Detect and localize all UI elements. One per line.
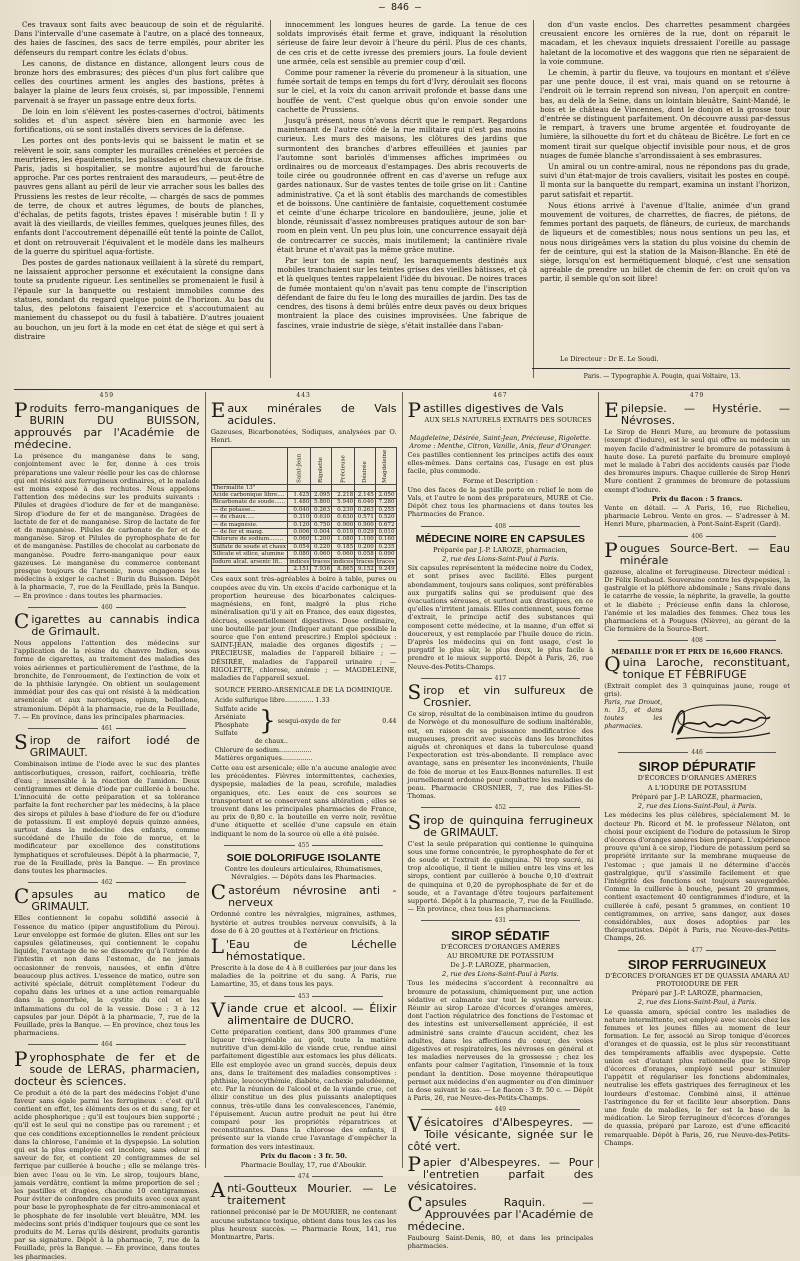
ad-address: Vente en détail. — A Paris, 16, rue Richelieu, pharmacie Lebrou. Vente en gros. — S'adresser à M. Henri Mure, pharmacien, à Pont-Saint-Esprit (Gard). [604,504,790,529]
ad-preparer: Préparé par J.-P. LAROZE, pharmacien, [631,792,763,801]
ad-title: SOIE DOLORIFUGE ISOLANTE [226,851,381,864]
value-cell: 1.100 [355,536,376,543]
value-cell [332,484,355,491]
column-divider [270,20,271,378]
ad-title: Produits ferro-manganiques de BURIN DU BUISSON, approuvés par l'Académie de médecine. [14,398,200,452]
value-cell: indices [333,558,354,565]
ad-body: C'est la seule préparation qui contienne le quinquina sous une forme concentrée, le pyrophosphate de fer et de soude et l'extrait de quinquina. Ni trop sucré, ni trop alcoolique, il tient le milieu entre les vins et les sirops, contient par cuillerée à bouche 0,10 d'extrait de quinquina et 0,20 de pyrophosphate de fer et de soude, et a l'avantage d'être toujours parfaitement supporté. Dépôt à la pharmacie, 7, rue de la Feuillade. — En province, chez tous les pharmaciens. [407,839,594,914]
row-label-cell: — de chaux..... [211,514,288,521]
drop-cap: E [604,398,619,423]
advertisement-columns [14,392,790,1261]
ad-separator: 477 [604,947,790,955]
value-cell: 0.220 [311,543,332,550]
paragraph: Par leur ton de sapin neuf, les baraquements destinés aux mobiles tranchaient sur les teintes grises des vieilles bâtisses, et çà et là quelques tentes rappelaient l'idée du bivouac. De noires traces de fumée montaient qu'on n'avait pas tenu compte de l'inscription défendant de faire du feu le long des murailles de jardin. Des tas de cendres, des tisons à demi brûlés entre deux pavés ou deux briques montraient la place des cuisines improvisées. Une fabrique de fascines, vraie industrie de siège, s'était installée dans l'aban- [277,256,527,330]
value-cell: 0.060 [288,536,311,543]
ad-separator: 417 [408,675,594,683]
value-cell: 9.249 [375,566,396,573]
value-cell: 0.900 [355,521,376,528]
ad-body: Contre les douleurs articulaires, Rhumatismes, Névralgies. — Dépôts dans les Pharmacies. [224,864,383,882]
ad-subtitle: D'ÉCORCES D'ORANGES AMÈRES [637,774,757,783]
value-cell: 7.280 [375,499,396,506]
value-cell: 2.095 [311,492,332,499]
table-row [211,536,396,543]
value-cell: 0.006 [288,529,311,536]
ad-subtitle: A L'IODURE DE POTASSIUM [647,783,747,792]
table-row [211,551,396,558]
column-divider [402,392,403,1168]
ad-capsules-raquin [407,1191,594,1250]
value-cell: 0.120 [288,521,311,528]
row-label-cell: Sulfate de soude et chaux [212,543,287,550]
ad-sirop-sedatif [408,928,594,1103]
value-cell [375,484,396,491]
ad-title: Sirop de quinquina ferrugineux de GRIMAULT. [407,809,594,839]
value-cell: 0.900 [332,521,355,528]
ad-subtitle: D'ÉCORCES D'ORANGES ET DE QUASSIA AMARA AU PROTOIODURE DE FER [604,971,790,988]
ad-viande-crue [210,997,397,1170]
printer-line: Paris. — Typographie A. Pougin, quai Voltaire, 13. [583,373,741,380]
formula-line: Phosphate [214,720,249,729]
ad-body: gazeuse, alcaline et ferrugineuse. Directeur médical : Dr Félix Roubaud. Souveraine contre les dyspepsies, la gastralgie et la pléthore abdominale ; Sans rivale dans le catarrhe de vessie, la néphrite, la gravelle, la goutte et le diabète ; Précieuse enfin dans la chlorose, l'anémie et les maladies des femmes. Chez tous les pharmaciens et à Pougues (Nièvre), au gérant de la Cie fermière de la Source-Bert. [604,567,790,634]
table-body [211,484,396,573]
ad-body: Ces pastilles contiennent les principes actifs des eaux elles-mêmes. Dans certains cas, l'usage en est plus facile, plus commode. [407,451,594,476]
drop-cap: E [210,398,226,423]
row-label-cell: — de potasse... [211,506,288,513]
row-label-cell: Bicarbonate de soude...... [211,499,288,506]
drop-cap: P [407,1151,421,1176]
ad-body: rationnel préconisé par le Dr MOURIER, ne contenant aucune substance toxique, obtient dans tous les cas les plus heureux succès. — Pharmacie Roux, 141, rue Montmartre, Paris. [210,1208,397,1242]
ad-title: SIROP FERRUGINEUX [627,956,767,972]
drop-cap: Q [604,651,621,676]
row-label-cell: Acide carbonique libre.... [211,492,288,499]
formula-line: Sulfate acide [214,704,258,713]
value-cell: 0.630 [332,514,355,521]
value-cell: 0.672 [375,521,396,528]
ad-title: Viande crue et alcool. — Élixir alimentaire de DUCRO. [210,997,397,1027]
formula-brace-label: sesqui-oxyde de fer [277,716,341,725]
paragraph: Jusqu'à présent, nous n'avons décrit que le rempart. Regardons maintenant de l'autre côté de la rue militaire qui n'est pas moins curieux. Les murs des maisons, les clôtures des jardins que surmontent des branches d'arbres effeuillées et jaunies par l'automne sont bariolés d'immenses affiches imprimées ou ordinaires ou de morceaux d'estampages. Des abris recouverts de toile cirée ou goudronnée offrent en cas d'averse un refuge aux gardes nationaux. Sur de vastes tentes de toile grise on lit : Cantine administrative. Ça et là sont établis des marchands de comestibles et de boissons. Une cantinière de fantaisie, coquettement costumée et ceinte d'une écharpe tricolore en bandoulière, jeune, jolie et blonde, réunissait d'assez nombreuses pratiques autour de son bar-room en plein vent. Un peu plus loin, une concurrence essayait déjà de contrecarrer ce succès, mais inutilement; la cantinière rivale était brune et n'avait pas la même grâce mutine. [277,116,527,254]
ad-address: 2, rue des Lions-Saint-Paul, à Paris. [637,998,757,1007]
drop-cap: S [407,809,422,834]
value-cell: 0.080 [288,551,311,558]
ad-title: MÉDECINE NOIRE EN CAPSULES [415,532,585,545]
ad-body: Nous appelons l'attention des médecins sur l'application de la résine du chanvre Indien, sous forme de cigarettes, au traitement des maladies des voies aériennes et particulièrement de l'asthme, de la bronchite, de l'enrouement, de l'extinction de voix et de la phthisie laryngée. On obtient un soulagement immédiat pour des cas qui ont résisté à la médication arsenicale et aux narcotiques, opium, belladone, stramonium. Dépôt à la pharmacie, rue de la Feuillade, 7. — En province, dans les principales pharmacies. [14,639,200,721]
ad-title: Capsules Raquin. — Approuvées par l'Académie de médecine. [407,1191,594,1233]
paragraph: Comme pour ramener la rêverie du promeneur à la situation, une fumée sortait de temps en temps du fort d'Ivry, déroulait ses flocons sur le ciel, et la voix du canon arrivait profonde et basse dans une bouffée de vent. C'est quelque obus qu'on envoie sonder une cachette de Prussiens. [277,68,527,114]
ad-capsules-matico [14,884,200,1038]
value-cell: 0.054 [288,543,311,550]
drop-cap: C [14,884,30,909]
formula-compounds [215,705,257,738]
ad-separator: 462 [14,879,200,887]
value-cell: indices [289,558,310,565]
article-column-2 [277,20,527,378]
paragraph: Un amiral ou un contre-amiral, nous ne répondons pas du grade, suivi d'un état-major de trois cavaliers, visitait les postes en coupé. Il monta sur la banquette du rempart, examina un instant l'horizon, parut satisfait et repartit. [540,162,790,199]
ad-sirop-depuratif [604,759,790,942]
drop-cap: C [210,880,227,905]
ad-title: Vésicatoires d'Albespeyres. — Toile vésicante, signée sur le côté vert. [407,1111,594,1153]
ad-title: Papier d'Albespeyres. — Pour l'entretien parfait des vésicatoires. [407,1151,594,1193]
paragraph: Le chemin, à partir du fleuve, va toujours en montant et s'élève par une pente douce, il est vrai, mais quand on se retourne à l'endroit où le terrain reprend son niveau, l'on aperçoit en contre-bas, au delà de la Seine, dans un lointain bleuâtre, Saint-Mandé, le bois et le château de Vincennes, dont le donjon et la grosse tour d'entrée se distinguent parfaitement. On découvre aussi par-dessus le rempart, à travers une brume argentée et foudroyante de lumière, la silhouette du fort et du château de Bicêtre. Le fort en ce moment tirait sur quelque objectif invisible pour nous, et de gros nuages de fumée blanche s'arrondissaient à ses embrasures. [540,68,790,160]
value-cell: 0.040 [288,506,311,513]
drop-cap: V [210,997,226,1022]
ad-title: Quina Laroche, reconstituant, tonique ET FÉBRIFUGE [604,651,790,681]
drop-cap: V [407,1111,422,1136]
value-cell: traces [376,558,395,565]
ad-body: Ce produit a été de la part des médecins l'objet d'une faveur sans égale parmi les ferrugineux : c'est qu'il contient en effet, les éléments des os et du sang, fer et acide phosphorique ; qu'il est toujours bien supporté ; qu'il est le seul qui ne constipe pas ou rarement ; et que ces conditions exceptionnelles le rendent précieux dans la chlorose, l'anémie et la dyspepsie. La solution qui est la plus employée est incolore, sans odeur ni saveur de fer, et contient 20 centigrammes de sel ferrique par cuillerée à bouche ; elle se mélange très-bien avec l'eau ou le vin. Le sirop, toujours blanc, jamais verdâtre, contient la même proportion de sel ; les pastilles et dragées, chacune 10 centigrammes. Pour éviter de confondre ces produits avec ceux ayant pour base le pyrophosphate de fer citro-ammoniacal et le phosphate de fer insoluble vert bleuâtre, MM. les médecins sont priés d'indiquer toujours que ce sont les produits de M. Leras qu'ils désirent, produits garantis par sa signature. Dépôt à la pharmacie, 7, rue de la Feuillade, près la Banque. — En province, dans toutes les pharmacies. [14,1088,200,1261]
formula-line: Chlorure de sodium................ [214,745,312,754]
formula-line: Acide sulfurique libre.............. 1.33 [214,696,330,705]
paragraph: De loin en loin s'élèvent les postes-casernes d'octroi, bâtiments solides et d'un aspect sévère bien en harmonie avec les fortifications, où se sont installés divers services de la défense. [14,106,264,135]
value-cell [288,484,311,491]
table-header-row [211,447,396,484]
ad-separator: 408 [604,637,790,645]
value-cell: 0.200 [355,543,376,550]
ad-title: Sirop de raifort iodé de GRIMAULT. [14,730,200,760]
ad-title: Sirop et vin sulfureux de Crosnier. [407,680,594,710]
ad-title: Cigarettes au cannabis indica de Grimault. [14,609,200,639]
ad-cigarettes [14,609,200,721]
formula-block [215,696,397,762]
ad-title: SOURCE FERRO-ARSENICALE DE LA DOMINIQUE. [214,686,393,695]
ad-medal: MÉDAILLE D'OR ET PRIX DE 16,600 FRANCS. [611,647,783,656]
footer-rule [532,368,790,369]
ad-soie-dolorifuge [211,852,397,881]
value-cell: 2.151 [288,566,311,573]
signature-block [604,699,790,745]
value-cell: 7.936 [311,566,332,573]
value-cell: 0.630 [311,514,332,521]
drop-cap: L [210,934,225,958]
ad-column-4 [604,392,790,1168]
ad-dominique [211,686,397,838]
value-cell [311,484,332,491]
ad-title: L 'Eau de Léchelle hémostatique. [210,934,397,963]
ad-anti-goutteux [210,1178,397,1242]
ad-vesicatoires [407,1111,594,1153]
value-cell: 0.160 [375,536,396,543]
director-line: Le Directeur : Dr E. Le Soudi. [560,355,659,363]
ad-preparer: Préparé par J.-P. LAROZE, pharmacien, [631,989,763,998]
ad-number: 443 [296,392,311,399]
ad-column-2 [210,392,397,1242]
value-cell: 1.480 [288,499,311,506]
value-cell: 0.090 [375,551,396,558]
formula-line: Sulfate [214,729,238,738]
ad-price: Prix du flacon : 3 fr. 50. [260,1151,348,1160]
table-row [211,492,396,499]
value-cell: 0.235 [375,543,396,550]
ad-papier-albespeyres [407,1151,594,1193]
row-label-cell: — de fer et mang. [211,529,288,536]
ad-column-1 [14,392,200,1261]
ad-separator: 460 [14,604,200,612]
ad-address: 2, rue des Lions-Saint-Paul, à Paris. [637,802,757,811]
ad-separator: 452 [408,804,594,812]
ad-sources: Magdeleine, Désirée, Saint-Jean, Précieuse, Rigolette. Arome : Menthe, Citron, Vanille, Anis, fleur d'Oranger. [409,433,592,450]
ad-title: Anti-Goutteux Mourier. — Le traitement [210,1178,397,1208]
ad-address: Paris, rue Drouot, n. 15, et dans toutes les pharmacies. [604,699,663,731]
value-cell: 2.050 [375,492,396,499]
ad-title: Castoréum névrosine anti - nerveux [210,880,397,910]
table-row [211,484,396,491]
ad-epilepsie [604,398,790,529]
row-label-cell: Silicate et silice, alumine [211,551,288,558]
drop-cap: P [14,1046,28,1071]
ad-separator: 406 [604,533,790,541]
ad-pougues [604,537,790,634]
ad-subtitle: (Extrait complet des 3 quinquinas jaune, rouge et gris). [604,681,790,699]
formula-value: 0.44 [382,716,397,725]
value-cell: 0.750 [311,521,332,528]
table-row [211,506,396,513]
row-label-cell: Iodure alcal. arsenic lit.. [211,558,288,565]
value-cell: 1.425 [288,492,311,499]
ad-castoreum [210,880,397,935]
brace-icon: } [259,705,276,736]
value-cell [355,484,376,491]
value-cell: 1.200 [311,536,332,543]
value-cell: 0.520 [375,514,396,521]
ad-subtitle: D'ÉCORCES D'ORANGES AMÈRES [440,942,560,951]
ad-separator: 408 [408,523,594,531]
column-header: Saint-Jean [288,447,311,484]
ad-preparer: De J.-P. LAROZE, pharmacien, [450,960,551,969]
ad-title: SIROP SÉDATIF [451,927,550,943]
ad-burin-du-buisson [14,398,200,600]
ad-body: Le quassia amara, spécial contre les maladies de nature intermittente, est employé avec succès chez les femmes et les jeunes filles au moment de leur formation. Le fer, associé au Sirop tonique d'écorces d'oranges et de quassia, est le plus sûr reconstituant des tempéraments affaiblis avec dyspepsie. Cette union est d'autant plus rationnelle que le Sirop d'écorces d'oranges, employé seul pour stimuler l'appétit et régulariser les fonctions abdominales, neutralise les effets gastriques des ferrugineux et les lourdeurs d'estomac. Combiné ainsi, il atténue l'astringence du fer et facilite leur absorption. Dans une foule de maladies, le fer est la base de la médication. Le Sirop ferrugineux d'écorces d'oranges de quassia, préparé par Laroze, est d'une efficacité remarquable. Dépôt à Paris, 26, rue Neuve-des-Petits-Champs. [604,1007,790,1147]
ad-title: Epilepsie. — Hystérie. — Névroses. [604,398,790,428]
ad-body: Cette eau est arsenicale; elle n'a aucune analogie avec les précédentes. Fièvres intermittentes, cachexies, dyspepsie, maladies de la peau, scrofule, maladies organiques, etc. Les eaux de ces sources se transportent et se conservent sans altération ; elles se trouvent dans les principales pharmacies de France, au prix de 0,80 c. la bouteille en verre noir, revêtue d'une étiquette et scellée d'une capsule en étain indiquant le nom de la source où elle a été puisée. [210,763,397,838]
ad-preparer: Préparée par J.-P. LAROZE, pharmacien, [433,545,568,554]
ad-separator: 464 [14,1041,200,1049]
ad-eaux-vals [210,398,397,682]
ad-body: Le Sirop de Henri Mure, au bromure de potassium (exempt d'iodure), est le seul qui offre au médecin un moyen facile d'administrer le bromure de potassium à haute dose. La pureté parfaite du bromure employé met le malade à l'abri des accidents causés par l'iode des bromures impurs. Chaque cuillerée de Sirop Henri Mure contient 2 grammes de bromure de potassium exempt d'iodure. [604,428,790,494]
paragraph: innocemment les longues heures de garde. La tenue de ces soldats improvisés était ferme et grave, indiquant la résolution sérieuse de faire leur devoir à l'heure du péril. Plus de ces chants, de ces cris et de cette ivresse des premiers jours. La foule devient une armée, cela est sensible au premier coup d'œil. [277,20,527,66]
ad-body: La présence du manganèse dans le sang, conjointement avec le fer, donne à ces trois préparations une valeur réelle pour les cas de chlorose qui ont résisté aux ferrugineux ordinaires, et le malade est moins exposé à des rechutes. Nous appelons l'attention des médecins sur les produits suivants : Pilules et dragées d'iodure de fer et de manganèse. Sirop d'iodure de fer et de manganèse. Dragées de lactate de fer et de manganèse. Sirop de lactate de fer et de manganèse. Pilules de carbonate de fer et de manganèse. Sirop et Pilules de pyrophosphate de fer et de manganèse. Pastilles de chocolat au carbonate de manganèse. Poudre ferro-manganique pour eaux gazeuses. Le manganèse du commerce contenant presque toujours de l'arsenic, nous engageons les médecins à exiger le cachet : Burin du Buisson. Dépôt à la pharmacie, 7, rue de la Feuillade, près la Banque. — En province : dans toutes les pharmacies. [14,452,200,600]
ad-address: 2, rue des Lions-Saint-Paul à Paris. [442,970,559,979]
article-column-3 [540,20,790,352]
ad-number: 479 [689,392,705,399]
drop-cap: A [210,1178,226,1203]
drop-cap: P [407,398,421,423]
value-cell: traces [356,558,374,565]
ad-sirop-crosnier [407,680,594,801]
ad-title: Pougues Source-Bert. — Eau minérale [604,537,790,567]
value-cell: 5.800 [311,499,332,506]
ad-address: 2, rue des Lions-Saint-Paul à Paris. [442,555,559,564]
value-cell: 0.185 [332,543,355,550]
ad-eau-lechelle [210,934,397,989]
table-row [211,543,396,550]
row-label-cell [211,566,288,573]
table-row [211,566,396,573]
paragraph: Ces travaux sont faits avec beaucoup de soin et de régularité. Dans l'intervalle d'une casemate à l'autre, on a placé des tonneaux, des haies de fascines, des sacs de terre empilés, pour abriter les défenseurs du rempart contre les éclats d'obus. [14,20,264,57]
ad-body: Prescrite à la dose de 4 à 8 cuillerées par jour dans les maladies de la poitrine et du sang. A Paris, rue Lamartine, 35, et dans tous les pays. [210,964,397,989]
ad-title: Pastilles digestives de Vals [407,398,564,423]
ad-quina-laroche [604,648,790,746]
ad-body: Ce sirop, résultat de la combinaison intime du goudron de Norwège et du monosulfure de sodium inaltérable, est, en raison de sa puissance modificatrice des muqueuses, prescrit avec succès dans les bronchites aiguës et chroniques et dans la tuberculose quand l'expectoration est très-abondante. Il remplace avec avantage, sans en présenter les inconvénients, l'huile de foie de morue et les Eaux-Bonnes naturelles. Il est journellement ordonné pour combattre les maladies de peau. Pharmacie CROSNIER, 7, rue des Filles-St-Thomas. [407,710,594,801]
ad-separator: 474 [211,1173,397,1181]
ad-subtitle: AUX SELS NATURELS EXTRAITS DES SOURCES : [424,416,592,433]
ad-title: Eaux minérales de Vals acidules. [210,398,397,428]
ad-column-3 [407,392,594,1250]
ad-price: Prix du flacon : 5 francs. [651,494,743,503]
row-label-cell: — de magnésie. [211,521,288,528]
value-cell: 6.040 [355,499,376,506]
value-cell: 0.010 [375,529,396,536]
column-divider [533,20,534,378]
signature-icon [666,699,776,745]
ad-separator: 446 [604,749,790,757]
value-cell: 0.310 [288,514,311,521]
mineral-analysis-table [211,447,397,574]
value-cell: 9.152 [355,566,376,573]
table-row [211,558,396,565]
ad-pastilles-vals [407,398,594,519]
table-row [211,521,396,528]
ad-body: Cette préparation contient, dans 300 grammes d'une liqueur très-agréable au goût, toute la matière nutritive d'un demi-kilo de viande crue, rendue ainsi parfaitement digestible aux estomacs les plus délicats. Elle est employée avec un grand succès, depuis deux ans, dans le traitement des maladies consomptives : phthisie, leucocythémie, diabète, cachexie paludéenne, etc. Par la réunion de l'alcool et de la viande crue, cet élixir constitue un des plus puissants analeptiques connus, très-utile dans les convalescences, l'anémie, l'épuisement. Aucun autre produit ne peut lui être comparé pour les propriétés réparatrices et reconstituantes. Dans la chlorose des enfants, il présente sur la viande crue l'avantage d'empêcher la formation des vers intestinaux. [210,1027,397,1151]
table-row [211,514,396,521]
ad-separator: 449 [408,1106,594,1114]
value-cell: 0.230 [332,506,355,513]
value-cell: 5.940 [332,499,355,506]
column-divider [598,392,599,1168]
drop-cap: S [14,730,28,755]
ad-body: Tous les médecins s'accordent à reconnaître au bromure de potassium, chimiquement pur, une action sédative et calmante sur tout le système nerveux. Réunir au sirop Laroze d'écorces d'oranges amères, dont l'action régulatrice des fonctions de l'estomac et des intestins est universellement appréciée, il est administré sans crainte d'aucun accident, chez les adultes, dans les affections du cœur, des voies digestives et respiratoires, les névroses en général et les maladies nerveuses de la grossesse ; chez les enfants pour calmer l'agitation, l'insomnie et la toux pendant la dentition. Dose moyenne thérapeutique permet aux médecins d'en augmenter ou d'en diminuer la dose suivant le cas. — Le flacon : 3 fr. 50 c. — Dépôt à Paris, 26, rue Neuve-des-Petits-Champs. [407,979,594,1103]
ad-separator: 453 [211,993,397,1001]
ad-body: Ordonné contre les névralgies, migraines, asthmes, hystérie et autres troubles nerveux convulsifs, à la dose de 6 à 20 gouttes et à l'extérieur en frictions. [210,910,397,935]
row-label-cell: Thermalité 13° [211,484,288,491]
column-header: Précieuse [332,447,355,484]
ad-number: 459 [99,392,115,399]
value-cell: 0.010 [332,529,355,536]
ad-title: Pyrophosphate de fer et de soude de LERAS, pharmacien, docteur ès sciences. [14,1046,200,1088]
formula-line: Arséniate [214,712,246,721]
ad-separator: 455 [211,842,397,850]
value-cell: 0.571 [355,514,376,521]
drop-cap: S [407,680,422,705]
paragraph: don d'un vaste enclos. Des charrettes pesamment chargées creusaient encore les ornières de la rue, dont on réparait le macadam, et les chevaux inquiets dressaient l'oreille au passage haletant de la locomotive et des waggons que rien ne séparaient de la voie commune. [540,20,790,66]
ad-separator: 431 [408,917,594,925]
ad-subtitle: AU BROMURE DE POTASSIUM [447,951,554,960]
column-header: Rigolette [311,447,332,484]
drop-cap: P [14,398,28,423]
ad-sirop-ferrugineux [604,957,790,1147]
drop-cap: P [604,537,618,562]
paragraph: Les canons, de distance en distance, allongent leurs cous de bronze hors des embrasures; des pièces d'un plus fort calibre que celles des courtines arment les angles des bastions, prêtes à balayer la plaine de leurs feux croisés, si, par impossible, l'ennemi parvenait à se frayer un passage entre deux forts. [14,58,264,105]
section-rule [14,389,790,390]
ad-body: Ces eaux sont très-agréables à boire à table, pures ou coupées avec du vin. Un excès d'acide carbonique et la proportion heureuse des bicarbonates calciques-magnésiens, en font, malgré la plus riche minéralisation qu'il y ait en France, des eaux digestes, décrues, essentiellement digestives. Dose ordinaire, une bouteille par jour. (Indiquer autant que possible la source que l'on entend prescrire.) Emploi spécieux : SAINT-JEAN, maladie des organes digestifs ; — PRÉCIEUSE, maladies de l'appareil biliaire ; — DÉSIRÉE, maladies de l'appareil urinaire ; — RIGOLETTE, chlorose, anémie ; — MAGDELEINE, maladies de l'appareil sexuel. [210,575,397,682]
paragraph: Nous étions arrivé à l'avenue d'Italie, animée d'un grand mouvement de voitures, de charrettes, de fiacres, de piétons, de femmes portant des paquets, de flâneurs, de curieux, de marchands de liqueurs et de comestibles; nous nous sentions un peu las, et nous nous dirigeâmes vers la station du plus voisine du chemin de fer de ceinture, qui est la station de la Maison-Blanche. En été de siège, lorsqu'on est hermétiquement bloqué, c'est une sensation agréable de prendre un billet de chemin de fer: on croit qu'on va partir, il semble qu'on soit libre! [540,200,790,284]
value-cell: 0.060 [311,551,332,558]
value-cell: 2.145 [355,492,376,499]
ad-sirop-raifort [14,730,200,875]
value-cell: 8.865 [332,566,355,573]
column-header: Désirée [355,447,376,484]
formula-group [215,705,397,738]
column-divider [205,392,206,1168]
ad-body: Les médecins les plus célèbres, spécialement M. le docteur Ph. Ricord et M. le professeur Nélaton, ont choisi pour excipient de l'iodure de potassium le Sirop d'écorces d'oranges amères bien préparé. L'expérience prouve qu'uni à ce sirop, l'iodure de potassium perd sa propriété irritante sur la membrane muqueuse de l'estomac ; que jamais il ne détermine d'accès gastralgique, qu'il s'assimile facilement et que l'intégrité des fonctions est toujours sauvegardée. Comme la cuillerée à bouche, pesant 20 grammes, contient exactement 40 centigrammes d'iodure, et la cuillerée à café, pesant 5 grammes, en contient 10 centigrammes, on arrive, sans danger, aux doses considérables, aux doses adoptées par les thérapeutistes. Dépôt à Paris, rue Neuve-des-Petits-Champs, 26. [604,811,790,943]
ad-body: Elles contiennent le copahu solidifié associé à l'essence du matico (piper angustifolium du Pérou). Leur enveloppe est formée de gluten. Elles ont sur les capsules gélatineuses, qui contiennent le copahu liquide, l'avantage de ne se dissoudre qu'à l'entrée de l'intestin et non dans l'estomac, de ne jamais occasionner de renvois, nausées, et enfin d'être beaucoup plus actives. L'essence de matico, outre son activité spéciale, détruit complètement l'odeur du copahu dans les urines et a une action remarquable dans la gonorrhée, la cystite du col et les inflammations du col de la vessie. Dose : 3 à 12 capsules par jour. Dépôt à la pharmacie, 7, rue de la Feuillade, près la Banque. — En province, chez tous les pharmaciens. [14,914,200,1038]
ad-medecine-noire [408,533,594,671]
value-cell: 2.218 [332,492,355,499]
value-cell: traces [312,558,331,565]
paragraph: Les portes ont des ponts-levis qui se baissent le matin et se relèvent le soir, sans compter les murailles crénelées et percées de meurtrières, les épaulements, les palissades et les chevaux de frise. Paris, jadis si hospitalier, se montre aujourd'hui de farouche approche. Par ces portes rentraient des maraudeurs, — peut-être de pauvres gens allant au péril de leur vie arracher sous les balles des Prussiens les restes de leur récolte, — chargés de sacs de pommes de terre, de choux et autres légumes, de bouts de planches, d'échalas, de petits fagots, tristes épaves ! misérable butin ! Il y avait là des vieillards, de vieilles femmes, quelques jeunes filles, des enfants dont l'accoutrement dépenaillé eût tenté la pointe de Callot, et dont on retrouverait l'équivalent et le modèle dans les malheurs de la guerre du spirituel aqua-fortiste. [14,136,264,256]
ad-number: 467 [493,392,508,399]
row-label-cell: Chlorure de sodium........ [211,536,288,543]
value-cell: 0.255 [375,506,396,513]
ad-subtitle: Gazeuses, Bicarbonatées, Sodiques, analysées par O. Henri. [210,428,397,445]
ad-body: Faubourg Saint-Denis, 80, et dans les principales pharmacies. [407,1233,594,1250]
column-header: Magdeleine [375,447,396,484]
ad-body: Combinaison intime de l'iode avec le suc des plantes antiscorbutiques, cresson, raifort, cochlearia, trèfle d'eau ; insensible à la réaction de l'amidon. Deux centigrammes et demie d'iode par cuillerée à bouche. L'innocuité de cette préparation et sa tolérance parfaite la font rechercher par les médecins, à la place des sirops et pilules à base d'iodure de fer ou d'iodure de potassium. Il est employé depuis quinze années, surtout dans la médecine des enfants, comme succédané de l'huile de foie de morue, et le modificateur par excellence des constitutions lymphatiques et scrofuleuses. Dépôt à la pharmacie, 7, rue de la Feuillade, près la Banque. — En province dans toutes les pharmacies. [14,760,200,875]
value-cell: 0.029 [355,529,376,536]
drop-cap: C [14,609,30,634]
formula-line: Matières organiques............... [214,753,313,762]
value-cell: 1.080 [332,536,355,543]
table-row [211,499,396,506]
ad-dealer: Pharmacie Boullay, 17, rue d'Aboukir. [240,1161,367,1170]
ad-title: SIROP DÉPURATIF [638,759,756,775]
formula-line: de chaux.. [254,737,288,746]
ad-quinquina-ferrugineux [407,809,594,914]
value-cell: 0.263 [311,506,332,513]
article-column-1 [14,20,264,378]
page-number: — 846 — [378,2,422,13]
table-row [211,529,396,536]
drop-cap: C [407,1191,423,1216]
paragraph: Des postes de gardes nationaux veillaient à la sûreté du rempart, ne laissaient approcher personne et exécutaient la consigne dans toute sa prudente rigueur. Les sentinelles se promenaient le fusil à l'épaule sur la banquette ou restaient immobiles comme des statues, sondant du regard quelque point de l'horizon. Au bas du talus, des pelotons faisaient l'exercice et s'accoutumaient au maniement du chassepot ou du fusil à tabatière. D'autres jouaient au bouchon, un jeu fort à la mode en cet état de siège et qui sert à distraire [14,258,264,341]
ad-body: Six capsules représentent la médecine noire du Codex, et sont prises avec facilité. Elles purgent abondamment, toujours sans coliques, sont préférables aux purgatifs salins qui se produisent que des évacuations séreuses, et surtout aux drastiques, en ce qu'elles n'irritent jamais. Elles contiennent, sous forme d'extrait, le principe actif des substances qui composent cette médecine, et la manne, d'un effet si doucereux, y est remplacée par l'huile douce de ricin. D'après les médecins qui en font usage, c'est le purgatif le plus sûr, le plus doux, le plus facile à prendre et le mieux supporté. Dépôt à Paris, 26, rue Neuve-des-Petits-Champs. [407,564,594,671]
ad-body: Une des faces de la pastille porte en relief le nom de Vals, et l'autre le nom des préparateurs, MURE et Cie. Dépôt chez tous les pharmaciens et dans toutes les Pharmacies de France. [407,485,594,519]
value-cell: 0.060 [332,551,355,558]
ad-title: Capsules au matico de GRIMAULT. [14,884,200,914]
ad-subheading: Forme et Description : [462,476,539,485]
ad-pyrophosphate [14,1046,200,1261]
value-cell: 0.004 [311,529,332,536]
value-cell: 0.058 [355,551,376,558]
ad-separator: 461 [14,725,200,733]
article-columns [14,20,790,378]
value-cell: 0.263 [355,506,376,513]
